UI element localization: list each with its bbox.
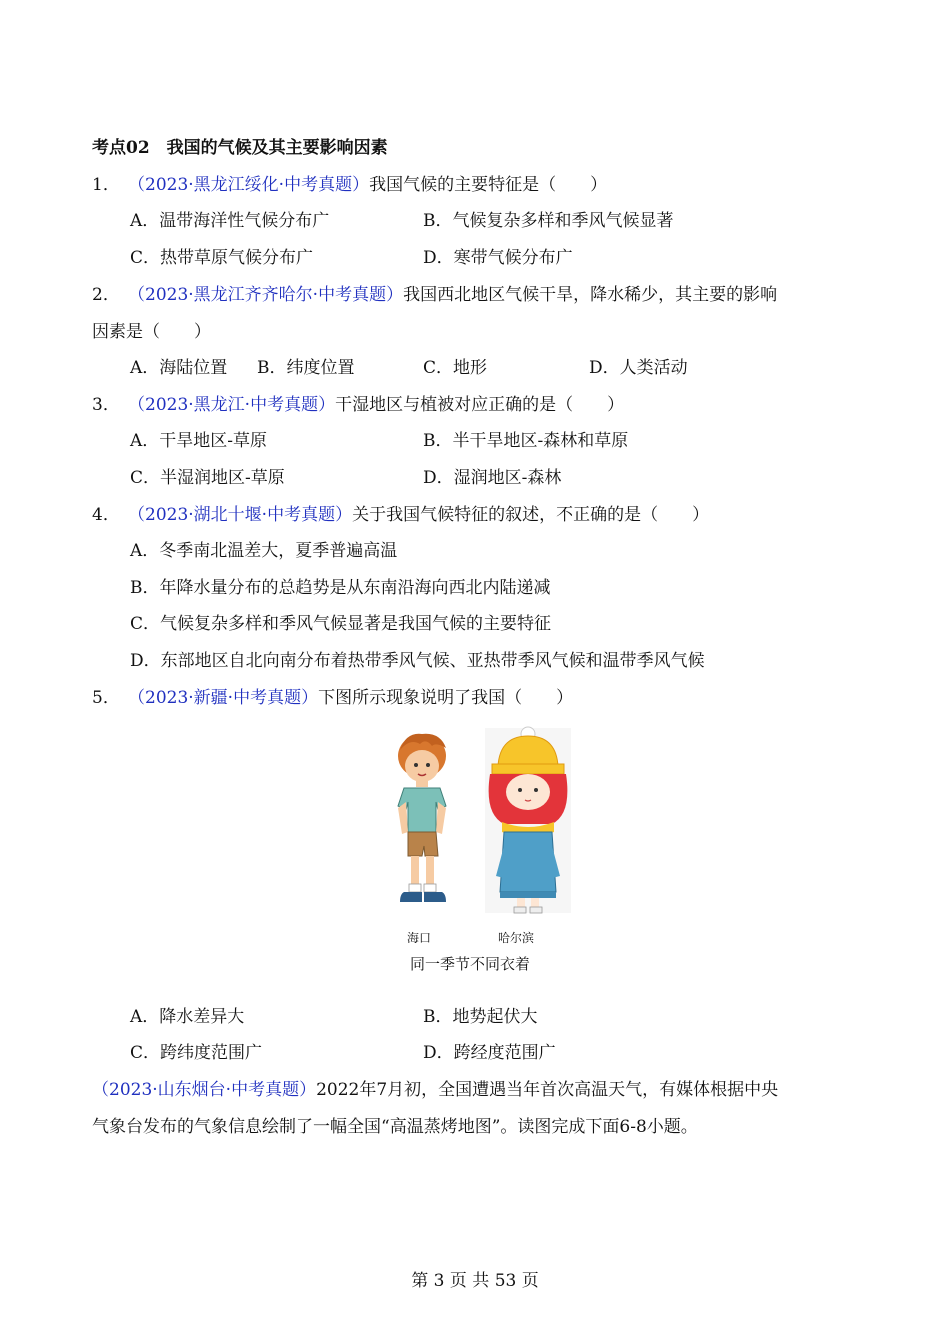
option-d: D．人类活动 <box>589 358 688 378</box>
question-source: （2023·新疆·中考真题） <box>128 688 319 708</box>
clothing-comparison-figure <box>380 726 580 976</box>
question-source: （2023·黑龙江齐齐哈尔·中考真题） <box>128 285 404 305</box>
option-a: A．干旱地区-草原 <box>130 431 268 451</box>
option-c: C．地形 <box>423 358 488 378</box>
option-a: A．降水差异大 <box>130 1007 245 1027</box>
option-a: A．温带海洋性气候分布广 <box>130 211 330 231</box>
question-source: （2023·黑龙江·中考真题） <box>128 395 336 415</box>
option-b: B．纬度位置 <box>257 358 355 378</box>
page-footer: 第 3 页 共 53 页 <box>411 1271 539 1291</box>
section-heading: 考点02 我国的气候及其主要影响因素 <box>92 138 388 158</box>
group-text-line-2: 气象台发布的气象信息绘制了一幅全国“高温蒸烤地图”。读图完成下面6-8小题。 <box>92 1117 698 1137</box>
group-text-line-1: 2022年7月初，全国遭遇当年首次高温天气，有媒体根据中央 <box>316 1080 779 1100</box>
question-number: 4． <box>92 505 120 525</box>
option-c: C．热带草原气候分布广 <box>130 248 314 268</box>
city-label-harbin: 哈尔滨 <box>498 931 535 945</box>
option-d: D．寒带气候分布广 <box>423 248 573 268</box>
question-5 <box>92 686 573 710</box>
question-1 <box>92 173 607 197</box>
option-c: C．半湿润地区-草原 <box>130 468 285 488</box>
question-3 <box>92 393 624 417</box>
figure-caption: 同一季节不同衣着 <box>410 955 531 973</box>
question-source: （2023·黑龙江绥化·中考真题） <box>128 175 370 195</box>
group-intro <box>92 1078 778 1102</box>
option-d: D．跨经度范围广 <box>423 1043 556 1063</box>
option-d: D．湿润地区-森林 <box>423 468 562 488</box>
children-illustration <box>380 726 580 926</box>
option-b: B．年降水量分布的总趋势是从东南沿海向西北内陆递减 <box>130 578 551 598</box>
question-source: （2023·湖北十堰·中考真题） <box>128 505 353 525</box>
girl-winter-clothes <box>485 727 571 913</box>
option-d: D．东部地区自北向南分布着热带季风气候、亚热带季风气候和温带季风气候 <box>130 651 705 671</box>
option-a: A．海陆位置 <box>130 358 228 378</box>
question-number: 3． <box>92 395 120 415</box>
question-2 <box>92 283 777 307</box>
option-b: B．半干旱地区-森林和草原 <box>423 431 629 451</box>
boy-summer-clothes <box>398 734 446 902</box>
question-stem: 我国气候的主要特征是（ ） <box>369 175 608 195</box>
option-c: C．跨纬度范围广 <box>130 1043 263 1063</box>
question-number: 5． <box>92 688 120 708</box>
question-4 <box>92 503 709 527</box>
question-stem: 我国西北地区气候干旱，降水稀少，其主要的影响 <box>403 285 778 305</box>
group-source: （2023·山东烟台·中考真题） <box>92 1080 317 1100</box>
question-number: 2． <box>92 285 120 305</box>
question-stem: 干湿地区与植被对应正确的是（ ） <box>335 395 625 415</box>
option-b: B．气候复杂多样和季风气候显著 <box>423 211 674 231</box>
option-a: A．冬季南北温差大，夏季普遍高温 <box>130 541 398 561</box>
option-c: C．气候复杂多样和季风气候显著是我国气候的主要特征 <box>130 614 552 634</box>
question-stem: 关于我国气候特征的叙述，不正确的是（ ） <box>352 505 710 525</box>
question-number: 1． <box>92 175 120 195</box>
option-b: B．地势起伏大 <box>423 1007 538 1027</box>
question-stem: 下图所示现象说明了我国（ ） <box>318 688 574 708</box>
question-2-continued: 因素是（ ） <box>92 322 211 342</box>
city-label-haikou: 海口 <box>407 931 432 945</box>
